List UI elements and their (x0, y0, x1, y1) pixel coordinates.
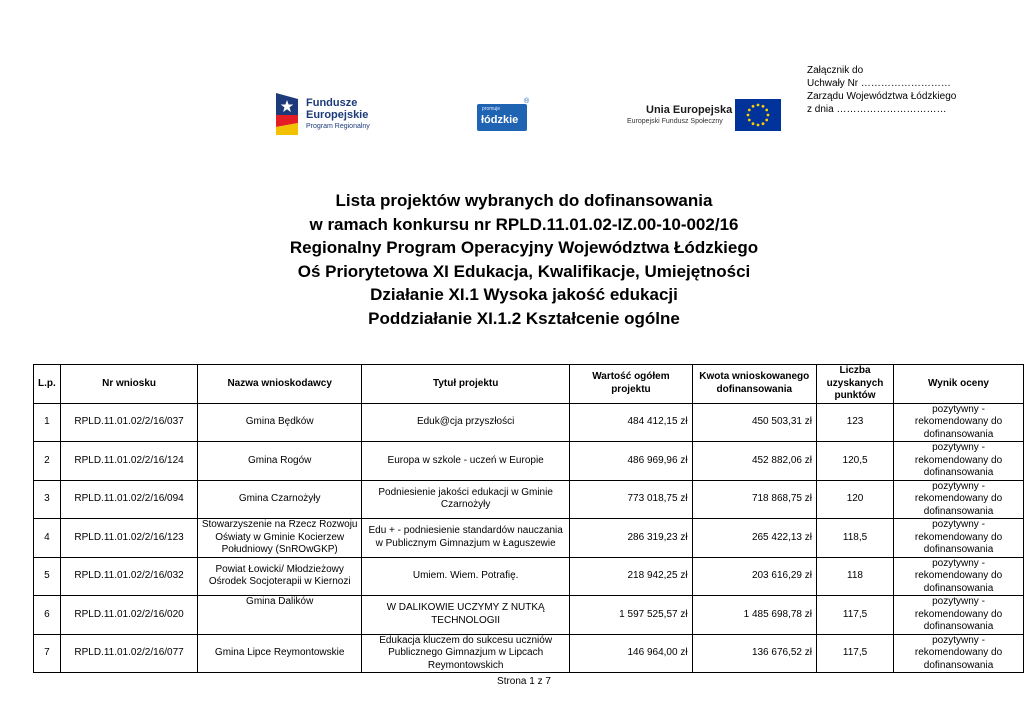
lodzkie-logo-text: łódzkie (481, 114, 519, 126)
cell-amount: 718 868,75 zł (692, 480, 816, 519)
cell-points: 120 (817, 480, 894, 519)
annex-note (807, 64, 956, 116)
header-nazwa: Nazwa wnioskodawcy (198, 365, 362, 404)
cell-lp: 2 (34, 442, 61, 481)
cell-value: 146 964,00 zł (570, 634, 692, 673)
cell-result: pozytywny - rekomendowany do dofinansowania (894, 596, 1024, 635)
cell-result: pozytywny - rekomendowany do dofinansowania (894, 634, 1024, 673)
page-number: Strona 1 z 7 (497, 676, 551, 687)
cell-points: 117,5 (817, 596, 894, 635)
unia-europejska-logo (627, 99, 783, 131)
cell-title: Umiem. Wiem. Potrafię. (362, 557, 570, 596)
cell-nr: RPLD.11.01.02/2/16/032 (60, 557, 198, 596)
promuje-lodzkie-logo (477, 98, 530, 131)
header-lp: L.p. (34, 365, 61, 404)
cell-points: 118 (817, 557, 894, 596)
fe-flag-icon (276, 93, 298, 135)
registered-mark: ® (524, 98, 530, 105)
cell-amount: 203 616,29 zł (692, 557, 816, 596)
title-line: Poddziałanie XI.1.2 Kształcenie ogólne (368, 308, 680, 328)
fe-logo-text: Europejskie (306, 109, 369, 121)
cell-lp: 4 (34, 519, 61, 558)
cell-title: Edukacja kluczem do sukcesu uczniów Publicznego Gimnazjum w Lipcach Reymontowskich (362, 634, 570, 673)
cell-nr: RPLD.11.01.02/2/16/037 (60, 403, 198, 442)
cell-title: W DALIKOWIE UCZYMY Z NUTKĄ TECHNOLOGII (362, 596, 570, 635)
cell-value: 486 969,96 zł (570, 442, 692, 481)
cell-lp: 3 (34, 480, 61, 519)
cell-amount: 450 503,31 zł (692, 403, 816, 442)
cell-name: Powiat Łowicki/ Młodzieżowy Ośrodek Socjoterapii w Kiernozi (198, 557, 362, 596)
document-title (0, 189, 1024, 330)
table-header-row (34, 365, 1024, 404)
cell-name: Gmina Lipce Reymontowskie (198, 634, 362, 673)
cell-lp: 7 (34, 634, 61, 673)
cell-name: Gmina Będków (198, 403, 362, 442)
table-row (34, 596, 1024, 635)
cell-lp: 1 (34, 403, 61, 442)
cell-value: 218 942,25 zł (570, 557, 692, 596)
fe-logo-subtext: Program Regionalny (306, 123, 370, 130)
title-line: Lista projektów wybranych do dofinansowania (335, 191, 713, 210)
cell-title: Europa w szkole - uczeń w Europie (362, 442, 570, 481)
table-row (34, 634, 1024, 673)
cell-lp: 6 (34, 596, 61, 635)
cell-points: 117,5 (817, 634, 894, 673)
title-line: Regionalny Program Operacyjny Województwa Łódzkiego (289, 238, 759, 257)
cell-nr: RPLD.11.01.02/2/16/020 (60, 596, 198, 635)
table-row (34, 480, 1024, 519)
fe-logo-text: Fundusze (306, 97, 358, 109)
header-punkty: Liczba uzyskanych punktów (817, 365, 894, 404)
cell-amount: 452 882,06 zł (692, 442, 816, 481)
table-row (34, 442, 1024, 481)
cell-title: Edu + - podniesienie standardów nauczania w Publicznym Gimnazjum w Łaguszewie (362, 519, 570, 558)
cell-name: Gmina Czarnożyły (198, 480, 362, 519)
cell-name: Gmina Rogów (198, 442, 362, 481)
cell-value: 1 597 525,57 zł (570, 596, 692, 635)
cell-value: 484 412,15 zł (570, 403, 692, 442)
lodzkie-logo-text: promuje (482, 106, 501, 112)
cell-name: Gmina Dalików (198, 596, 362, 635)
cell-nr: RPLD.11.01.02/2/16/124 (60, 442, 198, 481)
annex-line: Zarządu Województwa Łódzkiego (807, 91, 957, 102)
header-wynik: Wynik oceny (894, 365, 1024, 404)
cell-name: Stowarzyszenie na Rzecz Rozwoju Oświaty w Gminie Kocierzew Południowy (SnROwGKP) (198, 519, 362, 558)
header-wartosc: Wartość ogółem projektu (570, 365, 692, 404)
title-line: Oś Priorytetowa XI Edukacja, Kwalifikacje, Umiejętności (297, 261, 751, 281)
cell-amount: 136 676,52 zł (692, 634, 816, 673)
header-tytul: Tytuł projektu (362, 365, 570, 404)
cell-result: pozytywny - rekomendowany do dofinansowania (894, 442, 1024, 481)
cell-title: Eduk@cja przyszłości (362, 403, 570, 442)
cell-nr: RPLD.11.01.02/2/16/123 (60, 519, 198, 558)
cell-result: pozytywny - rekomendowany do dofinansowania (894, 557, 1024, 596)
annex-line: Załącznik do (807, 65, 864, 76)
cell-result: pozytywny - rekomendowany do dofinansowania (894, 519, 1024, 558)
cell-value: 286 319,23 zł (570, 519, 692, 558)
cell-result: pozytywny - rekomendowany do dofinansowania (894, 403, 1024, 442)
annex-line: Uchwały Nr ……………………… (807, 78, 951, 89)
cell-points: 120,5 (817, 442, 894, 481)
table-row (34, 557, 1024, 596)
table-row (34, 519, 1024, 558)
projects-table (33, 364, 1024, 673)
cell-nr: RPLD.11.01.02/2/16/077 (60, 634, 198, 673)
table-row (34, 403, 1024, 442)
cell-value: 773 018,75 zł (570, 480, 692, 519)
cell-points: 123 (817, 403, 894, 442)
ue-logo-subtext: Europejski Fundusz Społeczny (627, 118, 723, 125)
cell-lp: 5 (34, 557, 61, 596)
cell-amount: 265 422,13 zł (692, 519, 816, 558)
header-nr-wniosku: Nr wniosku (60, 365, 198, 404)
cell-title: Podniesienie jakości edukacji w Gminie Czarnożyły (362, 480, 570, 519)
title-line: w ramach konkursu nr RPLD.11.01.02-IZ.00-10-002/16 (309, 214, 739, 234)
cell-nr: RPLD.11.01.02/2/16/094 (60, 480, 198, 519)
header-kwota: Kwota wnioskowanego dofinansowania (692, 365, 816, 404)
fundusze-europejskie-logo (276, 93, 386, 135)
eu-flag-icon (735, 99, 781, 131)
cell-result: pozytywny - rekomendowany do dofinansowania (894, 480, 1024, 519)
ue-logo-text: Unia Europejska (646, 104, 733, 116)
cell-points: 118,5 (817, 519, 894, 558)
annex-line: z dnia …………………………… (807, 104, 947, 115)
title-line: Działanie XI.1 Wysoka jakość edukacji (370, 285, 678, 304)
cell-amount: 1 485 698,78 zł (692, 596, 816, 635)
